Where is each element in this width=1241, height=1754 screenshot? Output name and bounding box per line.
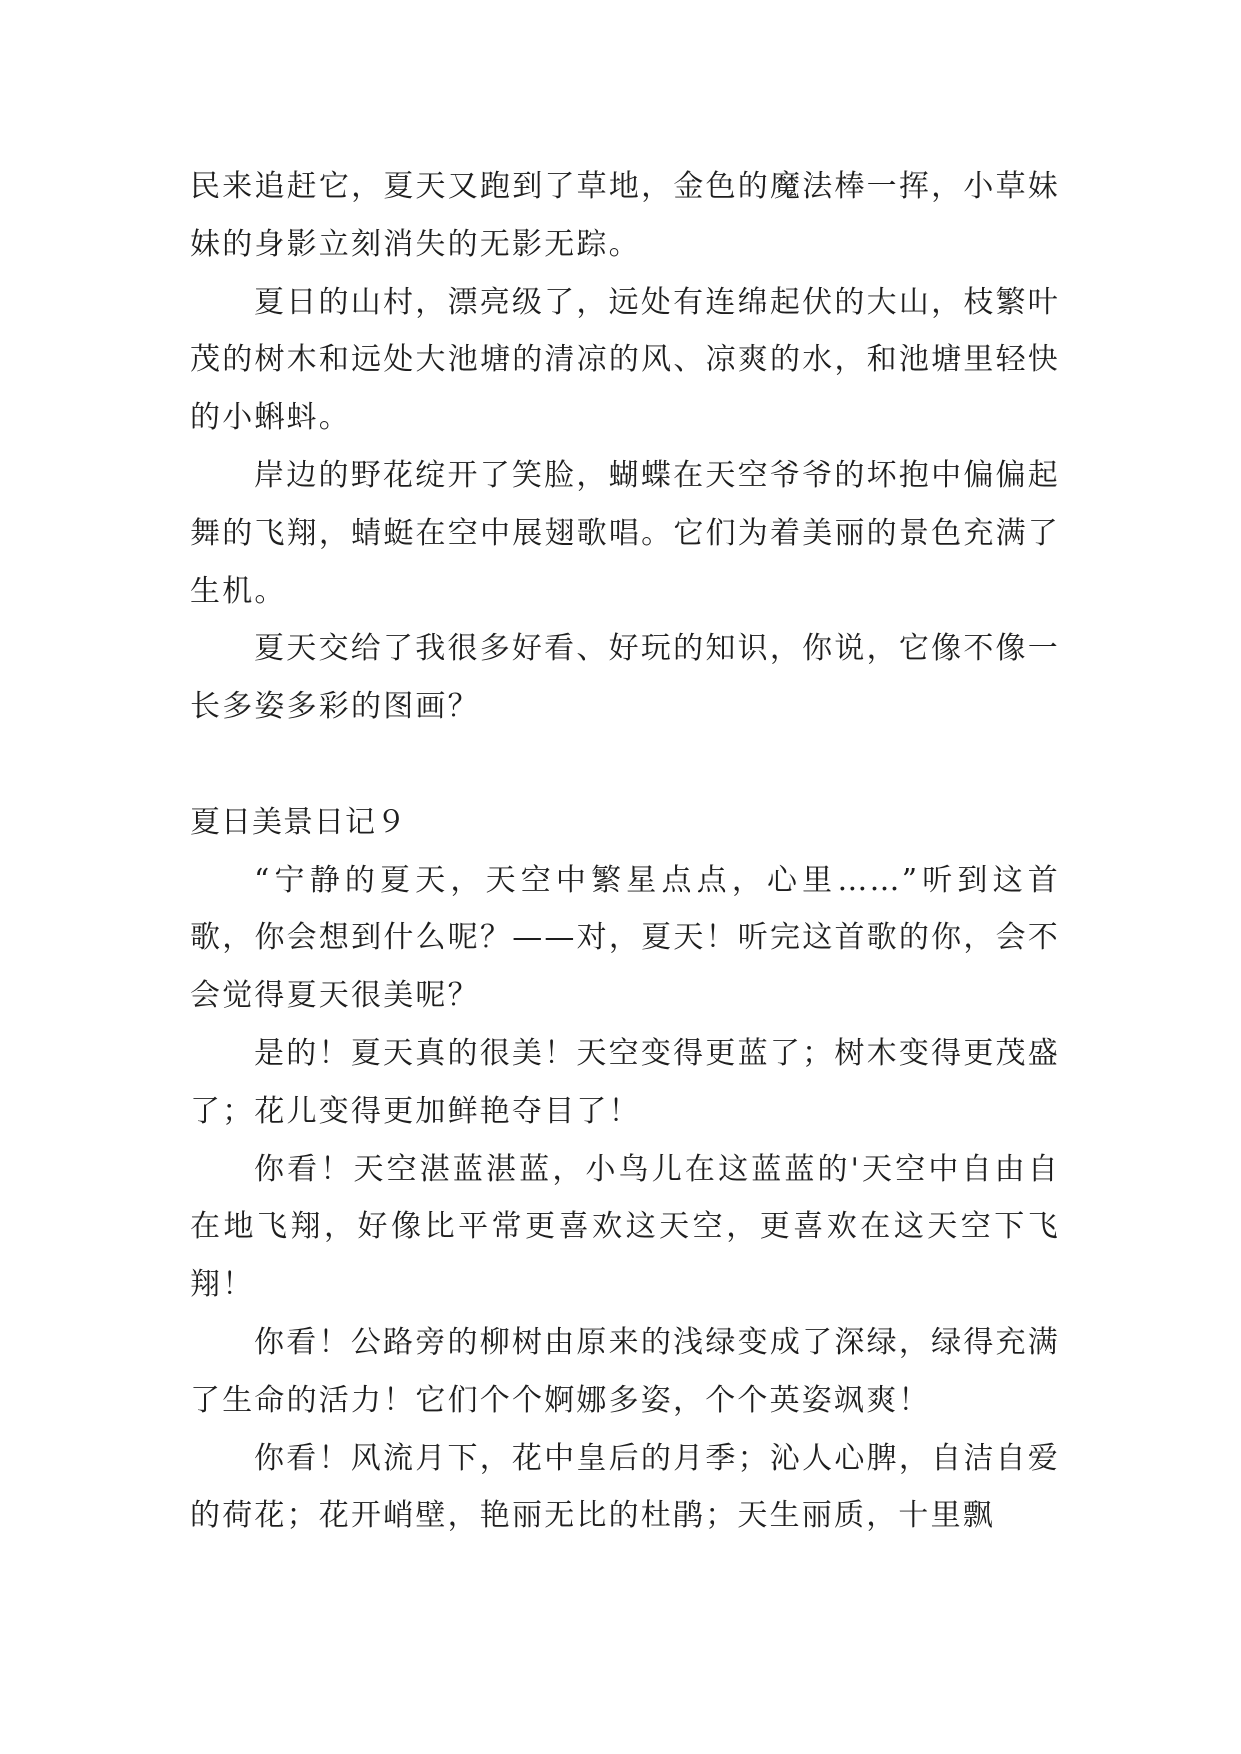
paragraph: 夏日的山村，漂亮级了，远处有连绵起伏的大山，枝繁叶茂的树木和远处大池塘的清凉的风、凉爽的水，和池塘里轻快的小蝌蚪。 bbox=[190, 284, 1060, 436]
paragraph: 岸边的野花绽开了笑脸，蝴蝶在天空爷爷的坏抱中偏偏起舞的飞翔，蜻蜓在空中展翅歌唱。它们为着美丽的景色充满了生机。 bbox=[190, 457, 1060, 609]
paragraph: 夏天交给了我很多好看、好玩的知识，你说，它像不像一长多姿多彩的图画？ bbox=[190, 631, 1060, 725]
paragraph: 你看！天空湛蓝湛蓝，小鸟儿在这蓝蓝的'天空中自由自在地飞翔，好像比平常更喜欢这天空，更喜欢在这天空下飞翔！ bbox=[190, 1151, 1060, 1303]
paragraph-continued: 民来追赶它，夏天又跑到了草地，金色的魔法棒一挥，小草妹妹的身影立刻消失的无影无踪。 bbox=[190, 169, 1060, 262]
paragraph: 是的！夏天真的很美！天空变得更蓝了；树木变得更茂盛了；花儿变得更加鲜艳夺目了！ bbox=[190, 1035, 1060, 1129]
section-title: 夏日美景日记９ bbox=[190, 804, 407, 840]
paragraph: “宁静的夏天，天空中繁星点点，心里……”听到这首歌，你会想到什么呢？——对，夏天！听完这首歌的你，会不会觉得夏天很美呢？ bbox=[190, 862, 1060, 1014]
document-body bbox=[190, 158, 1060, 1545]
paragraph: 你看！公路旁的柳树由原来的浅绿变成了深绿，绿得充满了生命的活力！它们个个婀娜多姿，个个英姿飒爽！ bbox=[190, 1324, 1060, 1418]
paragraph: 你看！风流月下，花中皇后的月季；沁人心脾，自洁自爱的荷花；花开峭壁，艳丽无比的杜鹃；天生丽质，十里飘 bbox=[190, 1440, 1060, 1534]
